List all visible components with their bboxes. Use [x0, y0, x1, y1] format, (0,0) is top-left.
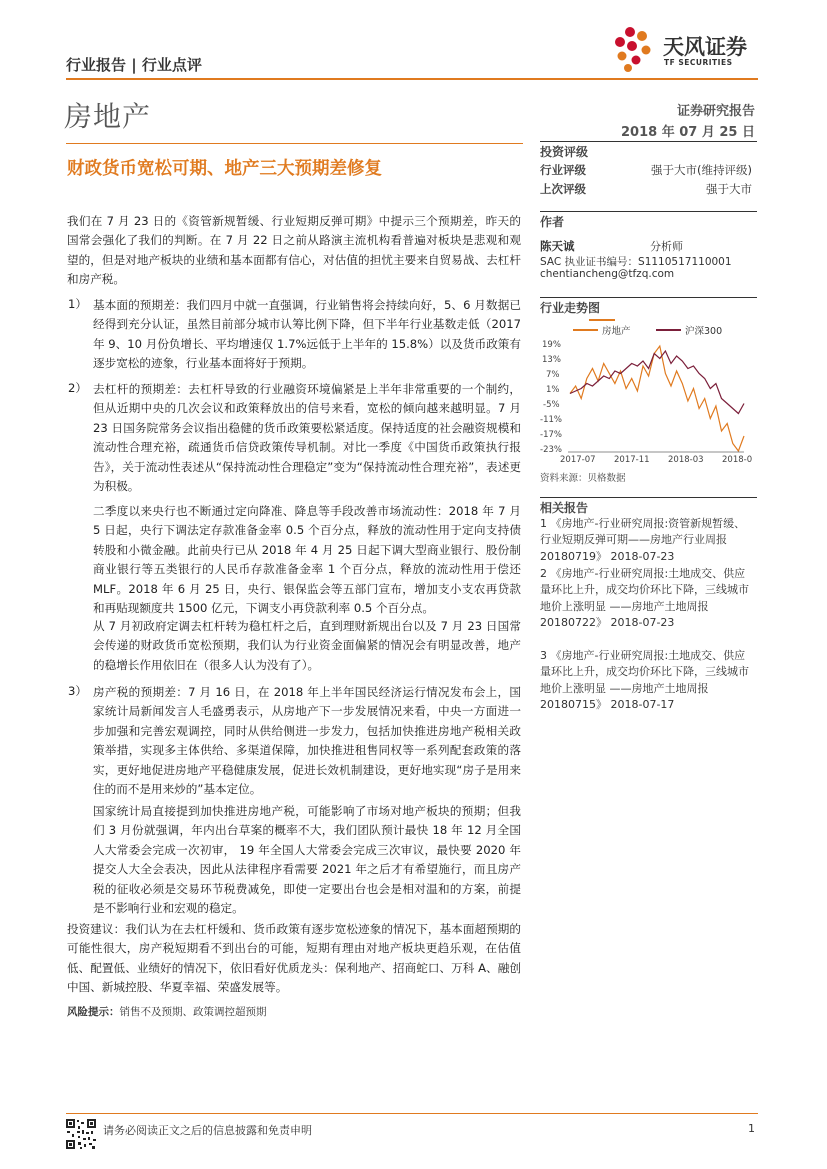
chart-title: 行业走势图: [540, 301, 601, 315]
rating-label: 行业评级: [540, 163, 586, 177]
y-tick-label: 1%: [546, 385, 560, 395]
related-rule: [540, 497, 757, 498]
trend-chart-svg: [540, 318, 757, 468]
point-2c-paragraph: 从 7 月初政府定调去杠杆转为稳杠杆之后，直到理财新规出台以及 7 月 23 日国常会传递的财政货币宽松预期，我们认为行业资金面偏紧的情况会有明显改善，地产的稳增长作用依旧在（很多人认为没有了）。: [93, 619, 521, 672]
point-1-paragraph: 基本面的预期差：我们四月中就一直强调，行业销售将会持续向好，5、6 月数据已经得到充分认证，虽然目前部分城市认筹比例下降，但下半年行业基数走低（2017 年 9、10 月份负增长、平均增速仅 1.7%远低于上半年的 15.8%）以及货币政策有逐步宽松的迹象，行业基本面将好于预期。: [93, 298, 521, 371]
y-tick-label: -11%: [540, 415, 562, 425]
intro-paragraph: 我们在 7 月 23 日的《资管新规暂缓、行业短期反弹可期》中提示三个预期差，昨天的国常会强化了我们的判断。在 7 月 22 日之前从路演主流机构看普遍对板块是悲观和观望的，但是对地产板块的业绩和基本面都有信心，对估值的担忧主要来自贸易战、去杠杆和房产税。: [67, 214, 521, 287]
related-report-item[interactable]: 2 《房地产-行业研究周报:土地成交、供应量环比上升，成交均价环比下降，三线城市地价上涨明显 ——房地产土地周报 20180722》 2018-07-23: [540, 567, 749, 630]
point-number: 3）: [68, 684, 87, 698]
related-report-item[interactable]: 1 《房地产-行业研究周报:资管新规暂缓、行业短期反弹可期——房地产行业周报 20180719》 2018-07-23: [540, 517, 746, 563]
brand-name-en: TF SECURITIES: [664, 58, 733, 67]
point-3-paragraph: 房产税的预期差：7 月 16 日，在 2018 年上半年国民经济运行情况发布会上，国家统计局新闻发言人毛盛勇表示，从房地产下一步发展情况来看，中央一方面进一步加强和完善宏观调控，同时从供给侧进一步发力，包括加快推进房地产税相关政策举措，实现多主体供给、多渠道保障，加快推进租售同权等一系列配套政策的落实，更好地促进房地产平稳健康发展，促进长效机制建设，更好地实现“房子是用来住的而不是用来炒的”基本定位。: [93, 685, 521, 797]
risk-label: 风险提示：: [67, 1006, 120, 1018]
report-kind: 证券研究报告: [676, 104, 755, 119]
page-number: 1: [748, 1122, 755, 1135]
flower-logo-icon: [608, 24, 660, 74]
footer-rule: [66, 1113, 758, 1114]
author-role: 分析师: [650, 240, 683, 253]
point-number: 2）: [68, 381, 87, 395]
y-tick-label: -5%: [543, 400, 560, 410]
brand-logo: [608, 24, 758, 74]
rating-label: 上次评级: [540, 182, 586, 196]
header-rule: [66, 78, 758, 80]
risk-note: [67, 1004, 267, 1019]
report-date: 2018 年 07 月 25 日: [621, 125, 755, 140]
doc-type: 行业报告 | 行业点评: [66, 56, 202, 74]
footer-disclaimer[interactable]: 请务必阅读正文之后的信息披露和免责申明: [103, 1124, 312, 1137]
rating-value: 强于大市: [706, 182, 752, 196]
industry-title: 房地产: [64, 100, 152, 133]
x-tick-label: 2018-0: [722, 455, 753, 465]
author-rule: [540, 211, 757, 212]
series-line-hs300: [570, 351, 744, 414]
related-section-title: 相关报告: [540, 501, 589, 515]
series-line-realestate: [570, 346, 744, 451]
author-email[interactable]: chentiancheng@tfzq.com: [540, 268, 675, 280]
x-tick-label: 2017-11: [614, 455, 650, 465]
x-tick-label: 2017-07: [560, 455, 596, 465]
author-name: 陈天诚: [540, 239, 575, 253]
point-number: 1）: [68, 297, 87, 311]
investment-advice: 投资建议：我们认为在去杠杆缓和、货币政策有逐步宽松迹象的情况下，基本面超预期的可能性很大，房产税短期看不到出台的可能，短期有理由对地产板块更趋乐观，在估值低、配置低、业绩好的情况下，依旧看好优质龙头：保利地产、招商蛇口、万科 A、融创中国、新城控股、华夏幸福、荣盛发展等。: [67, 922, 521, 995]
author-license: SAC 执业证书编号：S1110517110001: [540, 256, 732, 268]
point-3b-paragraph: 国家统计局直接提到加快推进房地产税，可能影响了市场对地产板块的预期；但我们 3 月份就强调，年内出台草案的概率不大，我们团队预计最快 18 年 12 月全国人大常委会完成一次初审， 19 年全国人大常委会完成三次审议，最快要 2020 年提交人大全会表决，因此从法律程序看需要 2021 年之后才有希望施行，而且房产税的征收必须是交易环节税费减免，即使一定要出台也会是相对温和的方案，前提是不影响行业和宏观的稳定。: [93, 804, 521, 916]
author-section-title: 作者: [540, 215, 565, 229]
y-tick-label: -17%: [540, 430, 562, 440]
rating-value: 强于大市(维持评级): [651, 163, 752, 177]
chart-source: 资料来源：贝格数据: [540, 473, 626, 484]
rating-section-title: 投资评级: [540, 145, 589, 159]
y-tick-label: 19%: [542, 340, 561, 350]
legend-label-realestate: 房地产: [602, 326, 631, 337]
headline: 财政货币宽松可期、地产三大预期差修复: [67, 159, 382, 179]
legend-label-hs300: 沪深300: [685, 326, 723, 337]
point-2b-paragraph: 二季度以来央行也不断通过定向降准、降息等手段改善市场流动性：2018 年 7 月 5 日起，央行下调法定存款准备金率 0.5 个百分点，释放的流动性用于定向支持债转股和小微金融。此前央行已从 2018 年 4 月 25 日起下调大型商业银行、股份制商业银行等五类银行的人民币存款准备金率 1 个百分点，释放的流动性用于偿还 MLF。2018 年 6 月 25 日，央行、银保监会等五部门宣布，增加支小支农再贷款和再贴现额度共 1500 亿元，下调支小再贷款利率 0.5 个百分点。: [93, 504, 521, 616]
y-tick-label: 13%: [542, 355, 561, 365]
title-rule: [66, 143, 523, 144]
trend-chart: [540, 318, 757, 468]
x-tick-label: 2018-03: [668, 455, 704, 465]
chart-rule: [540, 297, 757, 298]
y-tick-label: 7%: [546, 370, 560, 380]
y-tick-label: -23%: [540, 445, 562, 455]
risk-text: 销售不及预期、政策调控超预期: [119, 1006, 267, 1018]
rating-rule: [540, 141, 757, 142]
point-2-paragraph: 去杠杆的预期差：去杠杆导致的行业融资环境偏紧是上半年非常重要的一个制约，但从近期中央的几次会议和政策释放出的信号来看，宽松的倾向越来越明显。7 月 23 日国务院常务会议指出稳健的货币政策要松紧适度。保持适度的社会融资规模和流动性合理充裕，疏通货币信贷政策传导机制。对比一季度《中国货币政策执行报告》，关于流动性表述从“保持流动性合理稳定”变为“保持流动性合理充裕”，表述更为积极。: [93, 382, 521, 494]
brand-name-cn: 天风证券: [663, 35, 747, 59]
related-report-item[interactable]: 3 《房地产-行业研究周报:土地成交、供应量环比上升，成交均价环比下降，三线城市地价上涨明显 ——房地产土地周报 20180715》 2018-07-17: [540, 649, 749, 712]
qr-code-icon: [65, 1118, 97, 1150]
